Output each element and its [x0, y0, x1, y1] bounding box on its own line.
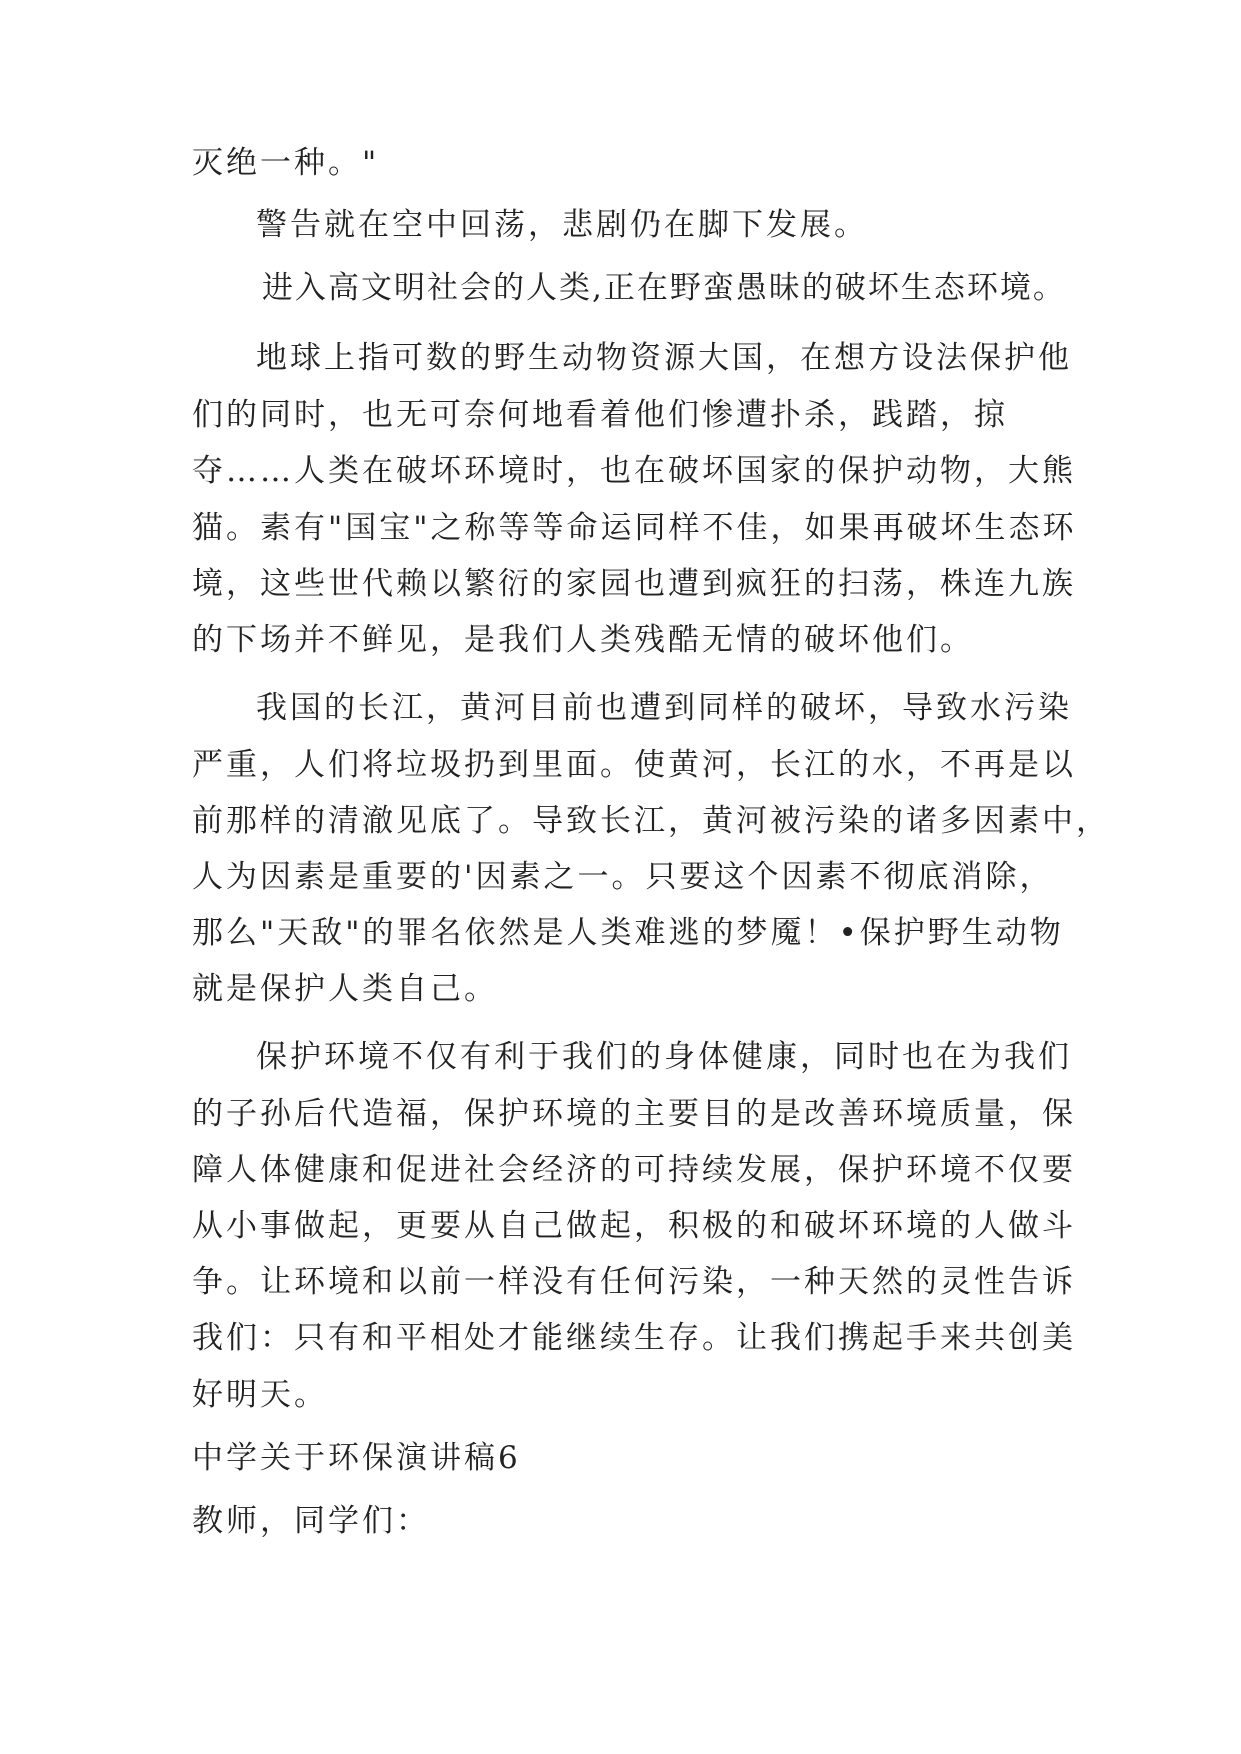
- text-line: 争。让环境和以前一样没有任何污染，一种天然的灵性告诉: [192, 1264, 1076, 1300]
- text-line: 猫。素有"国宝"之称等等命运同样不佳，如果再破坏生态环: [192, 510, 1077, 546]
- paragraph-start: 我国的长江，黄河目前也遭到同样的破坏，导致水污染: [256, 690, 1072, 726]
- text-line: 境，这些世代赖以繁衍的家园也遭到疯狂的扫荡，株连九族: [192, 566, 1076, 602]
- text-line: 前那样的清澈见底了。导致长江，黄河被污染的诸多因素中，: [192, 803, 1110, 839]
- text-line: 灭绝一种。": [192, 145, 380, 181]
- text-line: 人为因素是重要的'因素之一。只要这个因素不彻底消除，: [192, 859, 1054, 895]
- text-line: 就是保护人类自己。: [192, 971, 498, 1007]
- paragraph-start: 进入高文明社会的人类,正在野蛮愚昧的破坏生态环境。: [262, 270, 1066, 306]
- text-line: 的子孙后代造福，保护环境的主要目的是改善环境质量，保: [192, 1096, 1076, 1132]
- text-line: 障人体健康和促进社会经济的可持续发展，保护环境不仅要: [192, 1152, 1076, 1188]
- text-line: 的下场并不鲜见，是我们人类残酷无情的破坏他们。: [192, 622, 974, 658]
- text-line: 们的同时，也无可奈何地看着他们惨遭扑杀，践踏，掠: [192, 397, 1008, 433]
- text-line: 好明天。: [192, 1377, 328, 1413]
- text-line: 那么"天敌"的罪名依然是人类难逃的梦魇！•保护野生动物: [192, 915, 1064, 951]
- text-line: 从小事做起，更要从自己做起，积极的和破坏环境的人做斗: [192, 1208, 1076, 1244]
- text-line: 夺……人类在破坏环境时，也在破坏国家的保护动物，大熊: [192, 453, 1076, 489]
- paragraph-start: 地球上指可数的野生动物资源大国，在想方设法保护他: [256, 340, 1072, 376]
- paragraph-start: 警告就在空中回荡，悲剧仍在脚下发展。: [256, 207, 868, 243]
- text-line: 我们：只有和平相处才能继续生存。让我们携起手来共创美: [192, 1320, 1076, 1356]
- paragraph-start: 保护环境不仅有利于我们的身体健康，同时也在为我们: [256, 1039, 1072, 1075]
- text-line: 严重，人们将垃圾扔到里面。使黄河，长江的水，不再是以: [192, 747, 1076, 783]
- section-heading: 中学关于环保演讲稿6: [192, 1440, 521, 1476]
- salutation: 教师，同学们：: [192, 1503, 430, 1539]
